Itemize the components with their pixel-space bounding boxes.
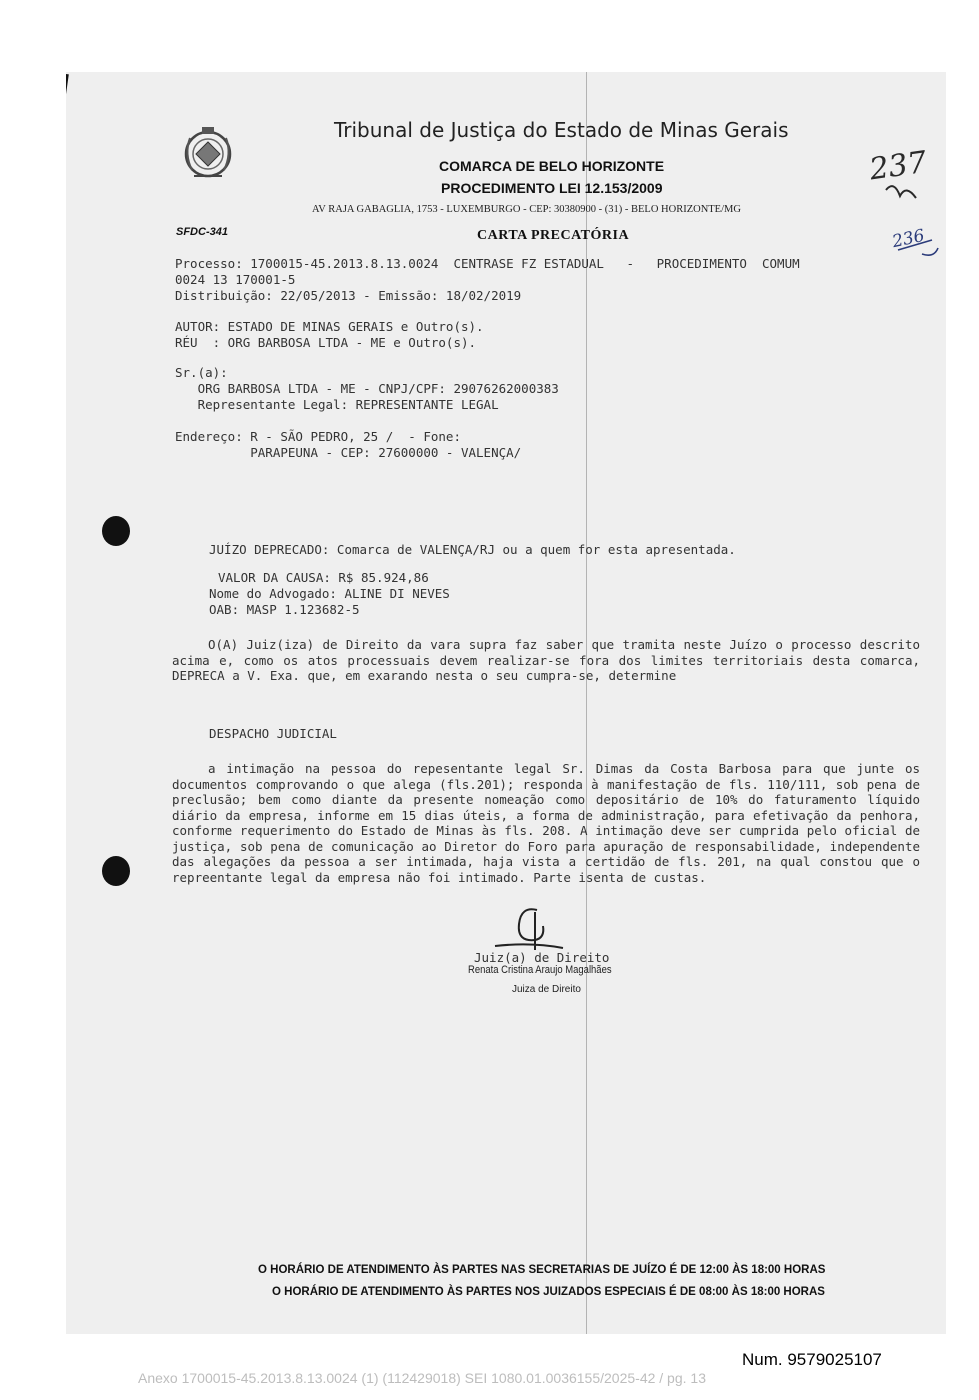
scanned-page [66,72,946,1334]
despacho-text: a intimação na pessoa do repesentante legal Sr. Dimas da Costa Barbosa para que junte os documentos comprovando o que alega (fls.201); responda à manifestação de fls. 110/111, sob pena de preclusão; bem como diante da presente nomeação como depositário de 10% do faturamento líquido diário da empresa, informe em 15 dias úteis, a forma de administração, para efetivação da penhora, conforme requerimento do Estado de Minas às fls. 208. A intimação deve ser cumprida pelo oficial de justiça, sob pena de comunicação ao Diretor do Foro para apuração de responsabilidade, independente das alegações da pessoa a ser intimada, haja vista a certidão de fls. 201, na qual constou que o repreentante legal da empresa não foi intimado. Parte isenta de custas. [172,761,920,885]
process-line: Processo: 1700015-45.2013.8.13.0024 CENTRASE FZ ESTADUAL - PROCEDIMENTO COMUM [175,256,800,271]
signature-role: Juiza de Direito [512,984,581,995]
advogado: Nome do Advogado: ALINE DI NEVES [209,586,450,601]
juizo-deprecado: JUÍZO DEPRECADO: Comarca de VALENÇA/RJ ou a quem for esta apresentada. [209,542,736,557]
document-title: CARTA PRECATÓRIA [477,228,630,243]
svg-text:236: 236 [890,225,927,253]
oab: OAB: MASP 1.123682-5 [209,602,360,617]
recipient-name: ORG BARBOSA LTDA - ME - CNPJ/CPF: 29076262000383 [175,381,559,396]
document-number: Num. 9579025107 [742,1350,882,1369]
body-paragraph: O(A) Juiz(iza) de Direito da vara supra faz saber que tramita neste Juízo o processo descrito acima e, como os atos processuais devem realizar-se fora dos limites territoriais desta comarca, DEPRECA a V. Exa. que, em exarando nesta o seu cumpra-se, determine [172,637,920,683]
svg-text:237: 237 [867,144,929,188]
coat-of-arms-icon [180,124,236,182]
comarca-title: COMARCA DE BELO HORIZONTE [439,158,665,174]
signature-title: Juiz(a) de Direito [474,950,610,965]
notice-juizados: O HORÁRIO DE ATENDIMENTO ÀS PARTES NOS JUIZADOS ESPECIAIS É DE 08:00 ÀS 18:00 HORAS [272,1286,825,1298]
handwritten-page-number-1 [866,140,936,210]
form-code: SFDC-341 [176,226,228,238]
court-address: AV RAJA GABAGLIA, 1753 - LUXEMBURGO - CEP: 30380900 - (31) - BELO HORIZONTE/MG [312,204,741,215]
distribution-line: Distribuição: 22/05/2013 - Emissão: 18/02/2019 [175,288,522,303]
page-footer: Anexo 1700015-45.2013.8.13.0024 (1) (112429018) SEI 1080.01.0036155/2025-42 / pg. 13 [138,1370,706,1386]
punch-hole-bottom [102,856,130,886]
valor-causa: VALOR DA CAUSA: R$ 85.924,86 [218,570,429,585]
reu-line: RÉU : ORG BARBOSA LTDA - ME e Outro(s). [175,335,477,350]
signature-name: Renata Cristina Araujo Magalhães [468,964,612,976]
procedimento-title: PROCEDIMENTO LEI 12.153/2009 [441,180,663,196]
autor-line: AUTOR: ESTADO DE MINAS GERAIS e Outro(s). [175,319,484,334]
recipient-address-1: Endereço: R - SÃO PEDRO, 25 / - Fone: [175,429,461,444]
recipient-address-2: PARAPEUNA - CEP: 27600000 - VALENÇA/ [175,445,522,460]
scan-mark [66,74,69,100]
notice-secretarias: O HORÁRIO DE ATENDIMENTO ÀS PARTES NAS SECRETARIAS DE JUÍZO É DE 12:00 ÀS 18:00 HORAS [258,1264,826,1276]
recipient-label: Sr.(a): [175,365,228,380]
process-number-alt: 0024 13 170001-5 [175,272,296,287]
court-title: Tribunal de Justiça do Estado de Minas Gerais [334,118,789,142]
recipient-rep: Representante Legal: REPRESENTANTE LEGAL [175,397,499,412]
punch-hole-top [102,516,130,546]
handwritten-page-number-2 [888,218,946,268]
despacho-heading: DESPACHO JUDICIAL [209,726,337,741]
